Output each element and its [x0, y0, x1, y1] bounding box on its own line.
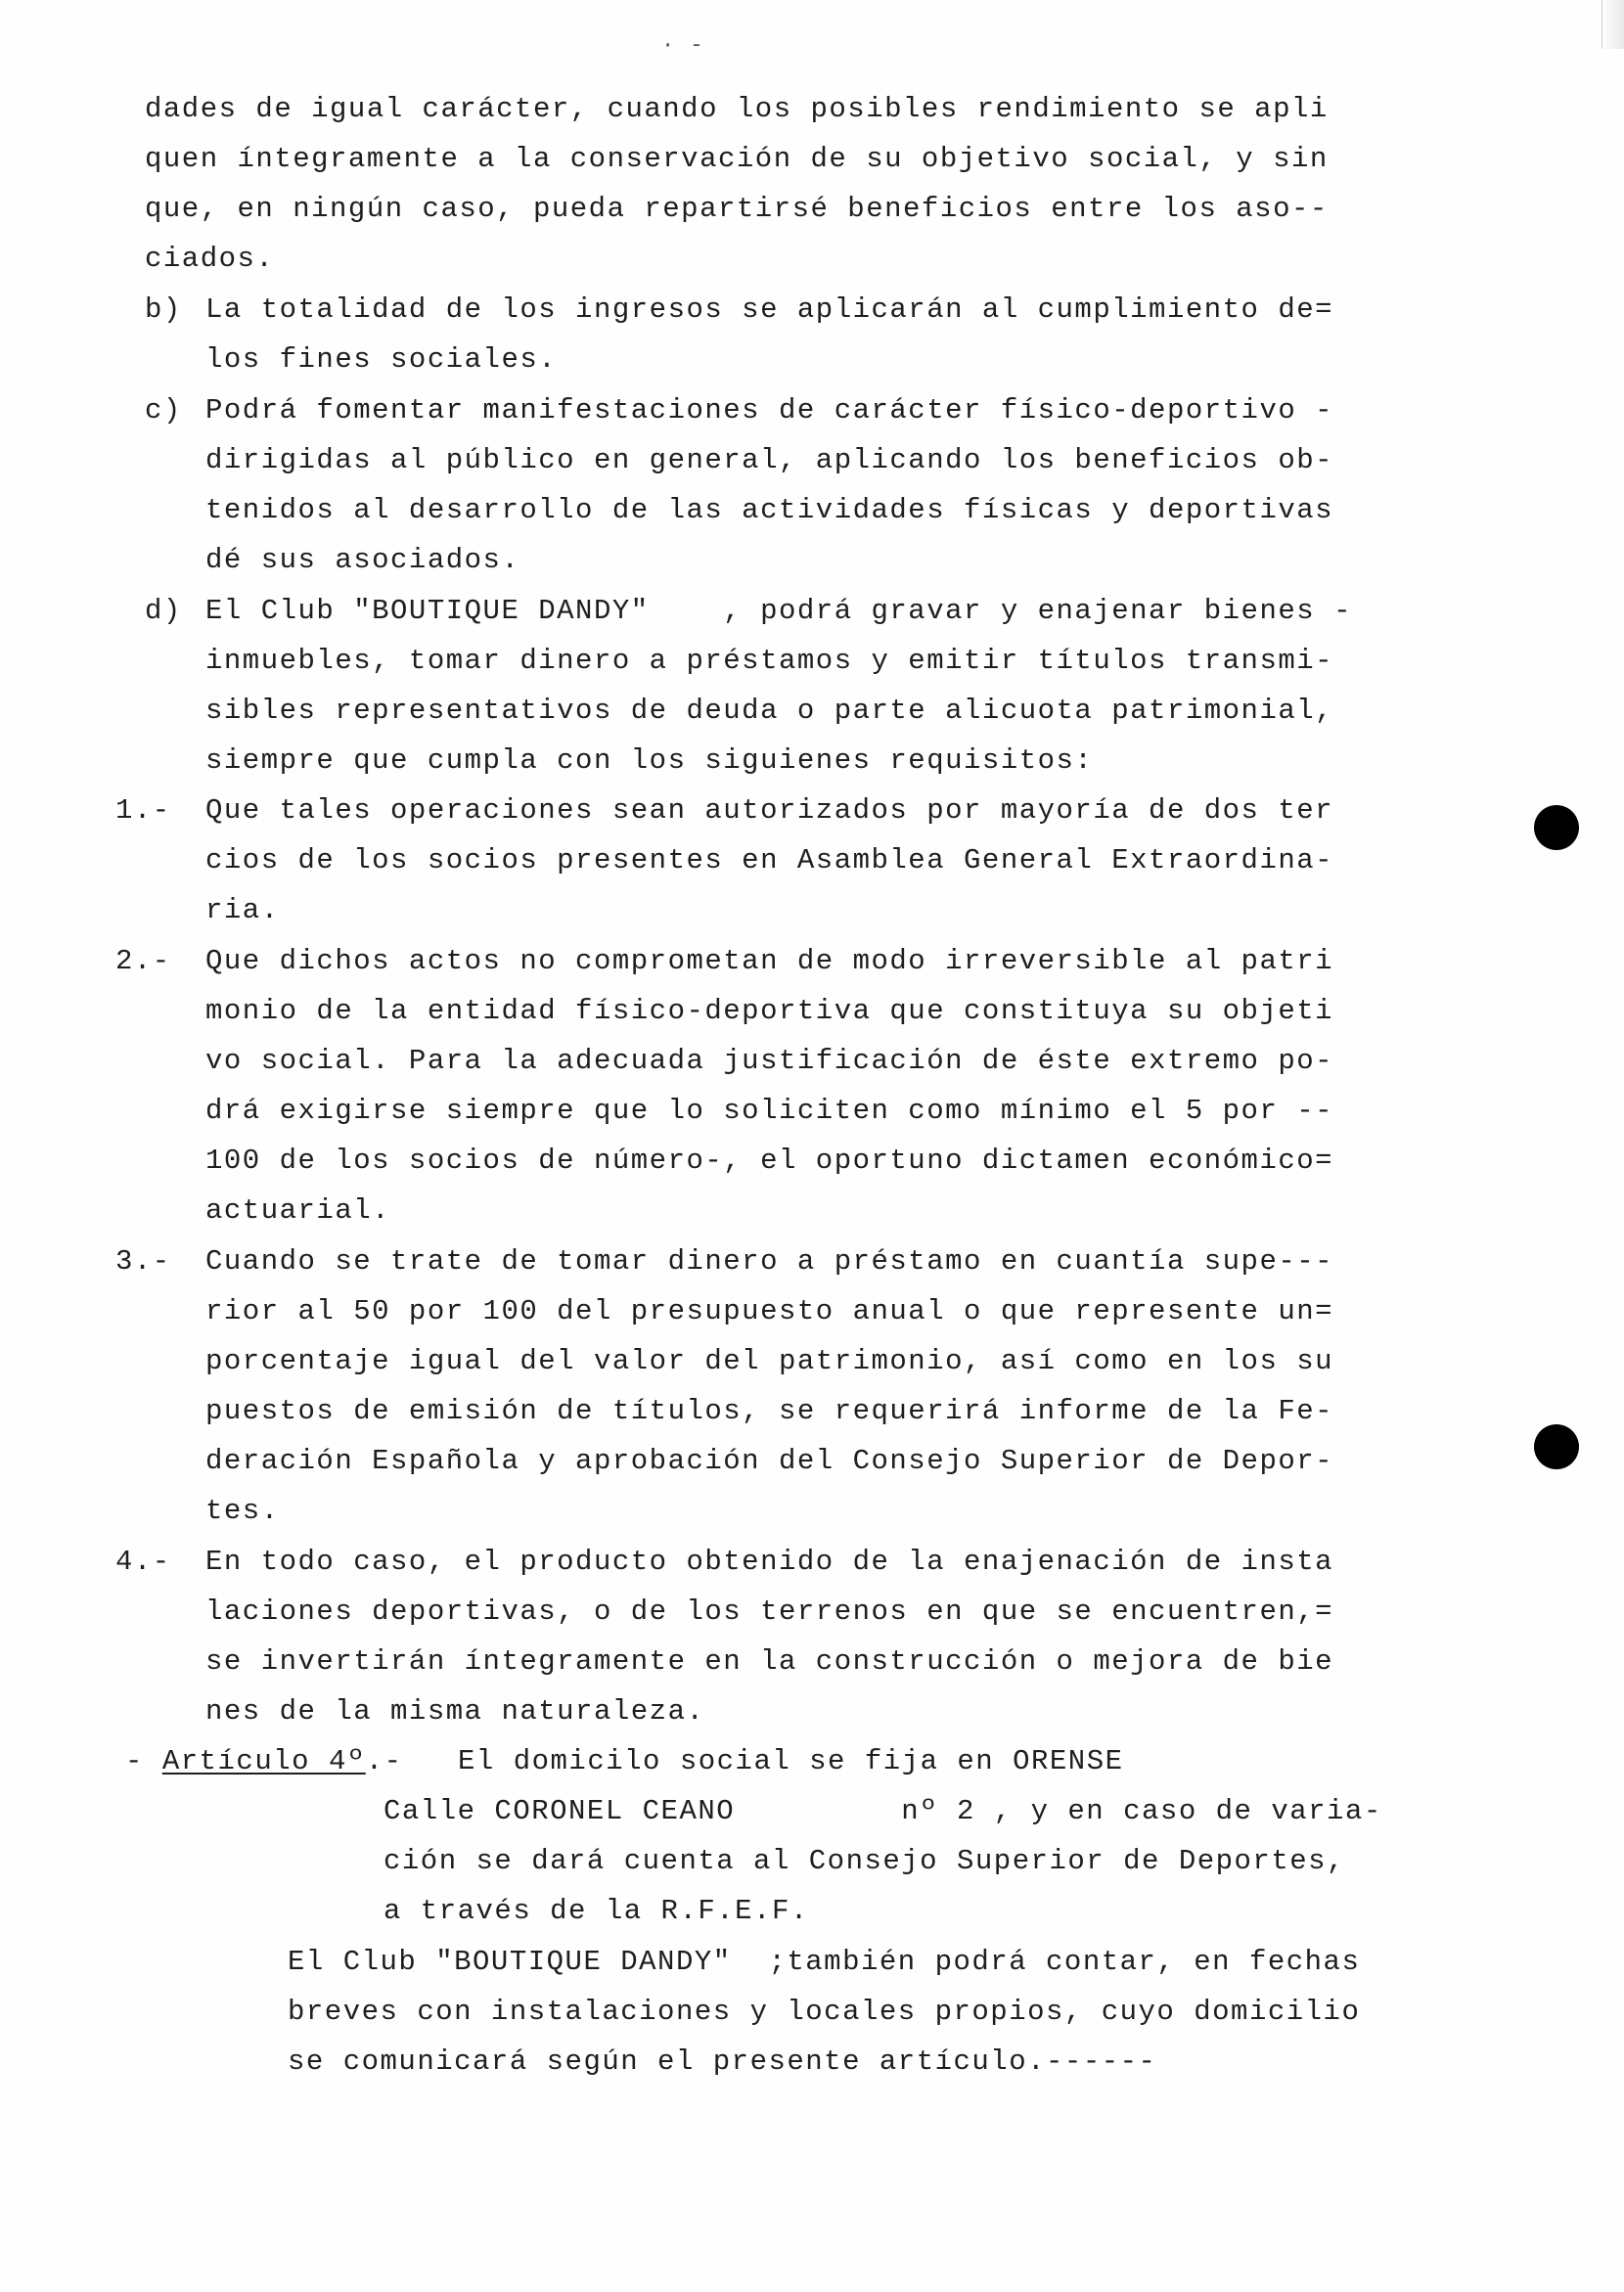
req-2-line-4: drá exigirse siempre que lo soliciten como mínimo el 5 por --: [205, 1095, 1334, 1127]
article-4-heading-suffix: .-: [365, 1745, 403, 1777]
item-b-line-2: los fines sociales.: [205, 343, 558, 376]
req-2-line-5: 100 de los socios de número-, el oportuno dictamen económico=: [205, 1145, 1334, 1177]
req-1-line-3: ria.: [205, 894, 280, 926]
article-4-paragraph-line-1: El Club "BOUTIQUE DANDY" ;también podrá contar, en fechas: [288, 1946, 1361, 1978]
item-d-line-4: siempre que cumpla con los siguienes requisitos:: [205, 744, 1094, 777]
item-c-line-2: dirigidas al público en general, aplicando los beneficios ob-: [205, 444, 1334, 476]
item-b-line-1: La totalidad de los ingresos se aplicarán al cumplimiento de=: [205, 293, 1334, 326]
req-4-line-4: nes de la misma naturaleza.: [205, 1695, 705, 1728]
req-3-label: 3.-: [115, 1245, 171, 1278]
item-c-line-4: dé sus asociados.: [205, 544, 520, 576]
punch-hole-bottom: [1534, 1424, 1579, 1469]
article-4-dash: -: [125, 1745, 144, 1777]
item-d-label: d): [145, 595, 182, 627]
page-corner-fold: [1601, 0, 1624, 49]
req-3-line-1: Cuando se trate de tomar dinero a préstamo en cuantía supe---: [205, 1245, 1334, 1278]
req-4-line-2: laciones deportivas, o de los terrenos en que se encuentren,=: [205, 1595, 1334, 1628]
req-2-line-3: vo social. Para la adecuada justificación de éste extremo po-: [205, 1045, 1334, 1077]
req-1-label: 1.-: [115, 794, 171, 827]
article-4-paragraph-line-2: breves con instalaciones y locales propios, cuyo domicilio: [288, 1996, 1361, 2028]
punch-hole-top: [1534, 805, 1579, 850]
req-3-line-5: deración Española y aprobación del Consejo Superior de Depor-: [205, 1445, 1334, 1477]
req-4-label: 4.-: [115, 1546, 171, 1578]
article-4-heading: [125, 1745, 403, 1778]
top-mark: · -: [661, 33, 705, 58]
article-4-paragraph-line-3: se comunicará según el presente artículo.------: [288, 2045, 1157, 2078]
req-3-line-6: tes.: [205, 1495, 280, 1527]
intro-line-3: que, en ningún caso, pueda repartirsé beneficios entre los aso--: [145, 193, 1329, 225]
article-4-title: Artículo 4º: [161, 1745, 366, 1777]
intro-line-1: dades de igual carácter, cuando los posibles rendimiento se apli: [145, 93, 1329, 125]
item-d-line-1: El Club "BOUTIQUE DANDY" , podrá gravar y enajenar bienes -: [205, 595, 1352, 627]
req-2-line-1: Que dichos actos no comprometan de modo irreversible al patri: [205, 945, 1334, 977]
req-2-line-2: monio de la entidad físico-deportiva que constituya su objeti: [205, 995, 1334, 1027]
item-c-label: c): [145, 394, 182, 427]
item-c-line-1: Podrá fomentar manifestaciones de carácter físico-deportivo -: [205, 394, 1334, 427]
req-3-line-3: porcentaje igual del valor del patrimonio, así como en los su: [205, 1345, 1334, 1377]
req-3-line-2: rior al 50 por 100 del presupuesto anual o que represente un=: [205, 1295, 1334, 1327]
article-4-line-1: El domicilo social se fija en ORENSE: [458, 1745, 1124, 1777]
req-4-line-3: se invertirán íntegramente en la construcción o mejora de bie: [205, 1645, 1334, 1678]
req-2-label: 2.-: [115, 945, 171, 977]
req-1-line-2: cios de los socios presentes en Asamblea General Extraordina-: [205, 844, 1334, 876]
article-4-line-2: Calle CORONEL CEANO nº 2 , y en caso de varia-: [383, 1795, 1382, 1827]
req-1-line-1: Que tales operaciones sean autorizados por mayoría de dos ter: [205, 794, 1334, 827]
intro-line-2: quen íntegramente a la conservación de su objetivo social, y sin: [145, 143, 1329, 175]
req-3-line-4: puestos de emisión de títulos, se requerirá informe de la Fe-: [205, 1395, 1334, 1427]
item-b-label: b): [145, 293, 182, 326]
item-c-line-3: tenidos al desarrollo de las actividades físicas y deportivas: [205, 494, 1334, 526]
article-4-line-4: a través de la R.F.E.F.: [383, 1895, 809, 1927]
item-d-line-3: sibles representativos de deuda o parte alicuota patrimonial,: [205, 695, 1334, 727]
req-2-line-6: actuarial.: [205, 1194, 391, 1227]
intro-line-4: ciados.: [145, 243, 275, 275]
item-d-line-2: inmuebles, tomar dinero a préstamos y emitir títulos transmi-: [205, 645, 1334, 677]
article-4-line-3: ción se dará cuenta al Consejo Superior de Deportes,: [383, 1845, 1345, 1877]
req-4-line-1: En todo caso, el producto obtenido de la enajenación de insta: [205, 1546, 1334, 1578]
